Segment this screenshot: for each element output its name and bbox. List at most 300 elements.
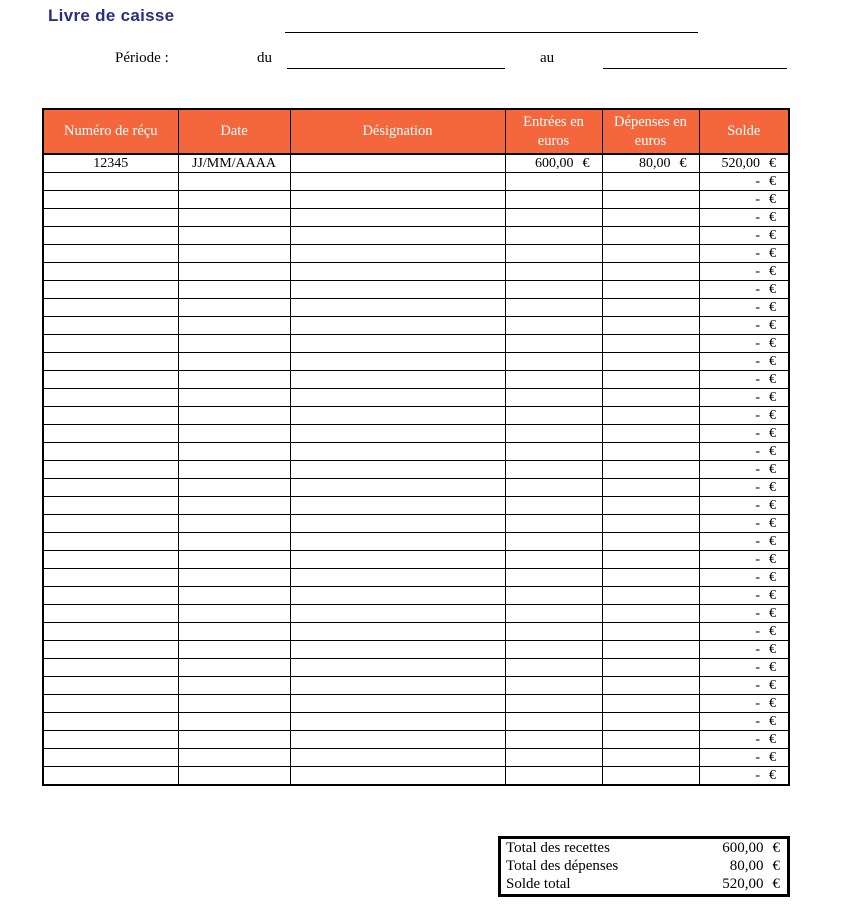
expenses-cell[interactable] bbox=[602, 605, 699, 623]
table-row bbox=[43, 299, 789, 317]
table-row bbox=[43, 695, 789, 713]
entries-cell[interactable] bbox=[505, 479, 602, 497]
total-balance-value: 520,00 bbox=[722, 876, 764, 893]
table-row bbox=[43, 154, 789, 173]
receipt-number-cell[interactable] bbox=[43, 209, 178, 227]
balance-cell[interactable] bbox=[699, 173, 789, 191]
entries-cell[interactable] bbox=[505, 245, 602, 263]
expenses-cell[interactable] bbox=[602, 731, 699, 749]
expenses-cell[interactable] bbox=[602, 767, 699, 786]
amount: 600,00 € bbox=[535, 156, 590, 171]
amount: - € bbox=[755, 660, 776, 675]
table-row bbox=[43, 263, 789, 281]
table-row bbox=[43, 569, 789, 587]
amount: - € bbox=[755, 462, 776, 477]
amount: - € bbox=[755, 246, 776, 261]
date-cell[interactable] bbox=[178, 677, 290, 695]
designation-cell[interactable] bbox=[290, 281, 505, 299]
date-cell[interactable] bbox=[178, 749, 290, 767]
amount: - € bbox=[755, 390, 776, 405]
amount: - € bbox=[755, 750, 776, 765]
entries-cell[interactable] bbox=[505, 695, 602, 713]
date-cell[interactable] bbox=[178, 461, 290, 479]
designation-cell[interactable] bbox=[290, 317, 505, 335]
date-cell[interactable] bbox=[178, 515, 290, 533]
table-row bbox=[43, 227, 789, 245]
expenses-cell[interactable] bbox=[602, 533, 699, 551]
amount: - € bbox=[755, 642, 776, 657]
amount: - € bbox=[755, 192, 776, 207]
table-row bbox=[43, 209, 789, 227]
designation-cell[interactable] bbox=[290, 154, 505, 173]
receipt-number-cell[interactable] bbox=[43, 353, 178, 371]
table-row bbox=[43, 371, 789, 389]
balance-cell[interactable] bbox=[699, 425, 789, 443]
receipt-number-cell[interactable] bbox=[43, 749, 178, 767]
expenses-cell[interactable] bbox=[602, 173, 699, 191]
amount: - € bbox=[755, 336, 776, 351]
receipt-number-cell[interactable] bbox=[43, 515, 178, 533]
table-row bbox=[43, 443, 789, 461]
entries-cell[interactable] bbox=[505, 605, 602, 623]
total-balance-amount bbox=[722, 876, 780, 893]
balance-cell[interactable] bbox=[699, 515, 789, 533]
receipt-number-cell[interactable] bbox=[43, 533, 178, 551]
entries-cell[interactable] bbox=[505, 569, 602, 587]
balance-cell[interactable] bbox=[699, 335, 789, 353]
amount: - € bbox=[755, 552, 776, 567]
amount: - € bbox=[755, 264, 776, 279]
balance-cell[interactable] bbox=[699, 605, 789, 623]
table-row bbox=[43, 641, 789, 659]
amount: - € bbox=[755, 354, 776, 369]
date-cell[interactable] bbox=[178, 497, 290, 515]
expenses-cell[interactable] bbox=[602, 749, 699, 767]
balance-cell[interactable] bbox=[699, 767, 789, 786]
date-cell[interactable] bbox=[178, 227, 290, 245]
period-from-line[interactable] bbox=[287, 68, 505, 69]
receipt-number-cell[interactable]: 12345 bbox=[43, 154, 178, 173]
designation-cell[interactable] bbox=[290, 353, 505, 371]
date-cell[interactable] bbox=[178, 389, 290, 407]
balance-cell[interactable] bbox=[699, 713, 789, 731]
receipt-number-cell[interactable] bbox=[43, 587, 178, 605]
receipt-number-cell[interactable] bbox=[43, 605, 178, 623]
date-cell[interactable] bbox=[178, 605, 290, 623]
amount: - € bbox=[755, 318, 776, 333]
col-header-entries: Entrées en euros bbox=[505, 109, 602, 154]
balance-cell[interactable] bbox=[699, 407, 789, 425]
date-cell[interactable] bbox=[178, 209, 290, 227]
expenses-cell[interactable] bbox=[602, 191, 699, 209]
date-cell[interactable] bbox=[178, 569, 290, 587]
expenses-cell[interactable] bbox=[602, 695, 699, 713]
designation-cell[interactable] bbox=[290, 569, 505, 587]
total-balance-row bbox=[501, 876, 787, 894]
amount: - € bbox=[755, 624, 776, 639]
balance-cell[interactable] bbox=[699, 245, 789, 263]
cash-book-table-body bbox=[43, 154, 789, 785]
balance-cell[interactable] bbox=[699, 371, 789, 389]
entries-cell[interactable] bbox=[505, 551, 602, 569]
date-cell[interactable] bbox=[178, 173, 290, 191]
col-header-designation: Désignation bbox=[290, 109, 505, 154]
euro-symbol: € bbox=[772, 876, 780, 893]
balance-cell[interactable] bbox=[699, 209, 789, 227]
designation-cell[interactable] bbox=[290, 641, 505, 659]
designation-cell[interactable] bbox=[290, 749, 505, 767]
date-cell[interactable] bbox=[178, 353, 290, 371]
table-row bbox=[43, 335, 789, 353]
expenses-cell[interactable] bbox=[602, 299, 699, 317]
date-cell[interactable] bbox=[178, 731, 290, 749]
balance-cell[interactable] bbox=[699, 154, 789, 173]
expenses-cell[interactable] bbox=[602, 227, 699, 245]
total-receipts-label: Total des recettes bbox=[506, 839, 610, 856]
balance-cell[interactable] bbox=[699, 533, 789, 551]
date-cell[interactable] bbox=[178, 479, 290, 497]
col-header-expenses: Dépenses en euros bbox=[602, 109, 699, 154]
entries-cell[interactable] bbox=[505, 353, 602, 371]
receipt-number-cell[interactable] bbox=[43, 731, 178, 749]
amount: - € bbox=[755, 372, 776, 387]
designation-cell[interactable] bbox=[290, 335, 505, 353]
table-row bbox=[43, 425, 789, 443]
entries-cell[interactable] bbox=[505, 389, 602, 407]
table-row bbox=[43, 389, 789, 407]
entries-cell[interactable] bbox=[505, 623, 602, 641]
table-row bbox=[43, 515, 789, 533]
entries-cell[interactable] bbox=[505, 641, 602, 659]
date-cell[interactable] bbox=[178, 191, 290, 209]
designation-cell[interactable] bbox=[290, 299, 505, 317]
table-row bbox=[43, 191, 789, 209]
table-row bbox=[43, 461, 789, 479]
designation-cell[interactable] bbox=[290, 389, 505, 407]
designation-cell[interactable] bbox=[290, 443, 505, 461]
amount: - € bbox=[755, 498, 776, 513]
receipt-number-cell[interactable] bbox=[43, 695, 178, 713]
expenses-cell[interactable] bbox=[602, 245, 699, 263]
balance-cell[interactable] bbox=[699, 749, 789, 767]
designation-cell[interactable] bbox=[290, 209, 505, 227]
balance-cell[interactable] bbox=[699, 587, 789, 605]
balance-cell[interactable] bbox=[699, 641, 789, 659]
entries-cell[interactable] bbox=[505, 515, 602, 533]
receipt-number-cell[interactable] bbox=[43, 191, 178, 209]
date-cell[interactable] bbox=[178, 407, 290, 425]
entries-cell[interactable] bbox=[505, 263, 602, 281]
designation-cell[interactable] bbox=[290, 767, 505, 786]
designation-cell[interactable] bbox=[290, 191, 505, 209]
table-row bbox=[43, 767, 789, 786]
entries-cell[interactable] bbox=[505, 587, 602, 605]
amount: - € bbox=[755, 426, 776, 441]
date-cell[interactable]: JJ/MM/AAAA bbox=[178, 154, 290, 173]
receipt-number-cell[interactable] bbox=[43, 389, 178, 407]
receipt-number-cell[interactable] bbox=[43, 263, 178, 281]
entries-cell[interactable] bbox=[505, 767, 602, 786]
amount: - € bbox=[755, 480, 776, 495]
expenses-cell[interactable] bbox=[602, 209, 699, 227]
designation-cell[interactable] bbox=[290, 677, 505, 695]
receipt-number-cell[interactable] bbox=[43, 461, 178, 479]
amount: 520,00 € bbox=[721, 156, 776, 171]
designation-cell[interactable] bbox=[290, 695, 505, 713]
entries-cell[interactable] bbox=[505, 371, 602, 389]
receipt-number-cell[interactable] bbox=[43, 173, 178, 191]
balance-cell[interactable] bbox=[699, 623, 789, 641]
date-cell[interactable] bbox=[178, 713, 290, 731]
table-row bbox=[43, 749, 789, 767]
receipt-number-cell[interactable] bbox=[43, 677, 178, 695]
balance-cell[interactable] bbox=[699, 731, 789, 749]
balance-cell[interactable] bbox=[699, 551, 789, 569]
total-expenses-amount bbox=[730, 858, 780, 875]
page-title: Livre de caisse bbox=[48, 6, 175, 25]
designation-cell[interactable] bbox=[290, 713, 505, 731]
designation-cell[interactable] bbox=[290, 497, 505, 515]
receipt-number-cell[interactable] bbox=[43, 281, 178, 299]
balance-cell[interactable] bbox=[699, 299, 789, 317]
table-row bbox=[43, 317, 789, 335]
table-row bbox=[43, 551, 789, 569]
entries-cell[interactable] bbox=[505, 154, 602, 173]
expenses-cell[interactable] bbox=[602, 263, 699, 281]
col-header-receipt-number: Numéro de réçu bbox=[43, 109, 178, 154]
entries-cell[interactable] bbox=[505, 299, 602, 317]
entries-cell[interactable] bbox=[505, 173, 602, 191]
entries-cell[interactable] bbox=[505, 749, 602, 767]
entries-cell[interactable] bbox=[505, 659, 602, 677]
table-row bbox=[43, 677, 789, 695]
receipt-number-cell[interactable] bbox=[43, 659, 178, 677]
amount: - € bbox=[755, 714, 776, 729]
entries-cell[interactable] bbox=[505, 443, 602, 461]
total-expenses-value: 80,00 bbox=[729, 857, 764, 874]
entries-cell[interactable] bbox=[505, 227, 602, 245]
expenses-cell[interactable] bbox=[602, 425, 699, 443]
date-cell[interactable] bbox=[178, 641, 290, 659]
date-cell[interactable] bbox=[178, 767, 290, 786]
receipt-number-cell[interactable] bbox=[43, 641, 178, 659]
receipt-number-cell[interactable] bbox=[43, 443, 178, 461]
expenses-cell[interactable] bbox=[602, 677, 699, 695]
designation-cell[interactable] bbox=[290, 479, 505, 497]
designation-cell[interactable] bbox=[290, 731, 505, 749]
designation-cell[interactable] bbox=[290, 659, 505, 677]
entries-cell[interactable] bbox=[505, 281, 602, 299]
balance-cell[interactable] bbox=[699, 695, 789, 713]
expenses-cell[interactable] bbox=[602, 281, 699, 299]
table-row bbox=[43, 497, 789, 515]
euro-symbol: € bbox=[772, 857, 780, 874]
expenses-cell[interactable] bbox=[602, 497, 699, 515]
date-cell[interactable] bbox=[178, 245, 290, 263]
entries-cell[interactable] bbox=[505, 407, 602, 425]
entries-cell[interactable] bbox=[505, 209, 602, 227]
amount: - € bbox=[755, 588, 776, 603]
expenses-cell[interactable] bbox=[602, 443, 699, 461]
date-cell[interactable] bbox=[178, 299, 290, 317]
expenses-cell[interactable] bbox=[602, 713, 699, 731]
expenses-cell[interactable] bbox=[602, 371, 699, 389]
amount: - € bbox=[755, 534, 776, 549]
designation-cell[interactable] bbox=[290, 551, 505, 569]
designation-cell[interactable] bbox=[290, 263, 505, 281]
expenses-cell[interactable] bbox=[602, 623, 699, 641]
period-to-line[interactable] bbox=[603, 68, 787, 69]
expenses-cell[interactable] bbox=[602, 353, 699, 371]
designation-cell[interactable] bbox=[290, 533, 505, 551]
amount: - € bbox=[755, 570, 776, 585]
date-cell[interactable] bbox=[178, 587, 290, 605]
designation-cell[interactable] bbox=[290, 173, 505, 191]
designation-cell[interactable] bbox=[290, 425, 505, 443]
date-cell[interactable] bbox=[178, 281, 290, 299]
receipt-number-cell[interactable] bbox=[43, 551, 178, 569]
receipt-number-cell[interactable] bbox=[43, 335, 178, 353]
table-header-row bbox=[43, 109, 789, 154]
expenses-cell[interactable] bbox=[602, 407, 699, 425]
receipt-number-cell[interactable] bbox=[43, 497, 178, 515]
designation-cell[interactable] bbox=[290, 605, 505, 623]
designation-cell[interactable] bbox=[290, 623, 505, 641]
expenses-cell[interactable] bbox=[602, 335, 699, 353]
designation-cell[interactable] bbox=[290, 371, 505, 389]
amount: - € bbox=[755, 678, 776, 693]
amount: - € bbox=[755, 606, 776, 621]
balance-cell[interactable] bbox=[699, 569, 789, 587]
table-row bbox=[43, 623, 789, 641]
expenses-cell[interactable] bbox=[602, 154, 699, 173]
amount: - € bbox=[755, 444, 776, 459]
designation-cell[interactable] bbox=[290, 245, 505, 263]
period-to-label: au bbox=[540, 50, 555, 66]
receipt-number-cell[interactable] bbox=[43, 299, 178, 317]
balance-cell[interactable] bbox=[699, 263, 789, 281]
totals-box bbox=[498, 836, 790, 897]
balance-cell[interactable] bbox=[699, 461, 789, 479]
receipt-number-cell[interactable] bbox=[43, 569, 178, 587]
balance-cell[interactable] bbox=[699, 317, 789, 335]
designation-cell[interactable] bbox=[290, 587, 505, 605]
date-cell[interactable] bbox=[178, 317, 290, 335]
expenses-cell[interactable] bbox=[602, 317, 699, 335]
balance-cell[interactable] bbox=[699, 227, 789, 245]
total-expenses-row bbox=[501, 857, 787, 875]
balance-cell[interactable] bbox=[699, 443, 789, 461]
balance-cell[interactable] bbox=[699, 353, 789, 371]
amount: - € bbox=[755, 228, 776, 243]
expenses-cell[interactable] bbox=[602, 569, 699, 587]
balance-cell[interactable] bbox=[699, 389, 789, 407]
entries-cell[interactable] bbox=[505, 335, 602, 353]
entries-cell[interactable] bbox=[505, 677, 602, 695]
entries-cell[interactable] bbox=[505, 497, 602, 515]
table-row bbox=[43, 533, 789, 551]
expenses-cell[interactable] bbox=[602, 551, 699, 569]
designation-cell[interactable] bbox=[290, 461, 505, 479]
designation-cell[interactable] bbox=[290, 407, 505, 425]
table-row bbox=[43, 605, 789, 623]
amount: - € bbox=[755, 732, 776, 747]
table-row bbox=[43, 281, 789, 299]
entries-cell[interactable] bbox=[505, 533, 602, 551]
date-cell[interactable] bbox=[178, 443, 290, 461]
entries-cell[interactable] bbox=[505, 731, 602, 749]
balance-cell[interactable] bbox=[699, 191, 789, 209]
entries-cell[interactable] bbox=[505, 713, 602, 731]
receipt-number-cell[interactable] bbox=[43, 713, 178, 731]
receipt-number-cell[interactable] bbox=[43, 623, 178, 641]
amount: - € bbox=[755, 408, 776, 423]
receipt-number-cell[interactable] bbox=[43, 227, 178, 245]
entries-cell[interactable] bbox=[505, 191, 602, 209]
table-row bbox=[43, 479, 789, 497]
balance-cell[interactable] bbox=[699, 479, 789, 497]
col-header-balance: Solde bbox=[699, 109, 789, 154]
date-cell[interactable] bbox=[178, 335, 290, 353]
designation-cell[interactable] bbox=[290, 515, 505, 533]
entries-cell[interactable] bbox=[505, 317, 602, 335]
expenses-cell[interactable] bbox=[602, 461, 699, 479]
expenses-cell[interactable] bbox=[602, 659, 699, 677]
date-cell[interactable] bbox=[178, 695, 290, 713]
balance-cell[interactable] bbox=[699, 497, 789, 515]
date-cell[interactable] bbox=[178, 425, 290, 443]
cash-book-table bbox=[42, 108, 790, 786]
euro-symbol: € bbox=[772, 839, 780, 856]
table-row bbox=[43, 587, 789, 605]
entries-cell[interactable] bbox=[505, 461, 602, 479]
receipt-number-cell[interactable] bbox=[43, 371, 178, 389]
receipt-number-cell[interactable] bbox=[43, 479, 178, 497]
date-cell[interactable] bbox=[178, 263, 290, 281]
designation-cell[interactable] bbox=[290, 227, 505, 245]
expenses-cell[interactable] bbox=[602, 389, 699, 407]
date-cell[interactable] bbox=[178, 551, 290, 569]
date-cell[interactable] bbox=[178, 623, 290, 641]
balance-cell[interactable] bbox=[699, 677, 789, 695]
amount: - € bbox=[755, 300, 776, 315]
title-fill-line[interactable] bbox=[285, 32, 698, 33]
amount: - € bbox=[755, 282, 776, 297]
period-from-label: du bbox=[257, 50, 272, 66]
expenses-cell[interactable] bbox=[602, 479, 699, 497]
expenses-cell[interactable] bbox=[602, 515, 699, 533]
receipt-number-cell[interactable] bbox=[43, 245, 178, 263]
balance-cell[interactable] bbox=[699, 659, 789, 677]
expenses-cell[interactable] bbox=[602, 587, 699, 605]
date-cell[interactable] bbox=[178, 533, 290, 551]
receipt-number-cell[interactable] bbox=[43, 767, 178, 786]
date-cell[interactable] bbox=[178, 659, 290, 677]
expenses-cell[interactable] bbox=[602, 641, 699, 659]
total-expenses-label: Total des dépenses bbox=[506, 857, 619, 874]
receipt-number-cell[interactable] bbox=[43, 425, 178, 443]
entries-cell[interactable] bbox=[505, 425, 602, 443]
period-label: Période : bbox=[115, 50, 169, 66]
amount: - € bbox=[755, 696, 776, 711]
total-receipts-amount bbox=[722, 840, 780, 857]
balance-cell[interactable] bbox=[699, 281, 789, 299]
receipt-number-cell[interactable] bbox=[43, 317, 178, 335]
total-receipts-value: 600,00 bbox=[722, 839, 764, 856]
date-cell[interactable] bbox=[178, 371, 290, 389]
table-row bbox=[43, 353, 789, 371]
receipt-number-cell[interactable] bbox=[43, 407, 178, 425]
